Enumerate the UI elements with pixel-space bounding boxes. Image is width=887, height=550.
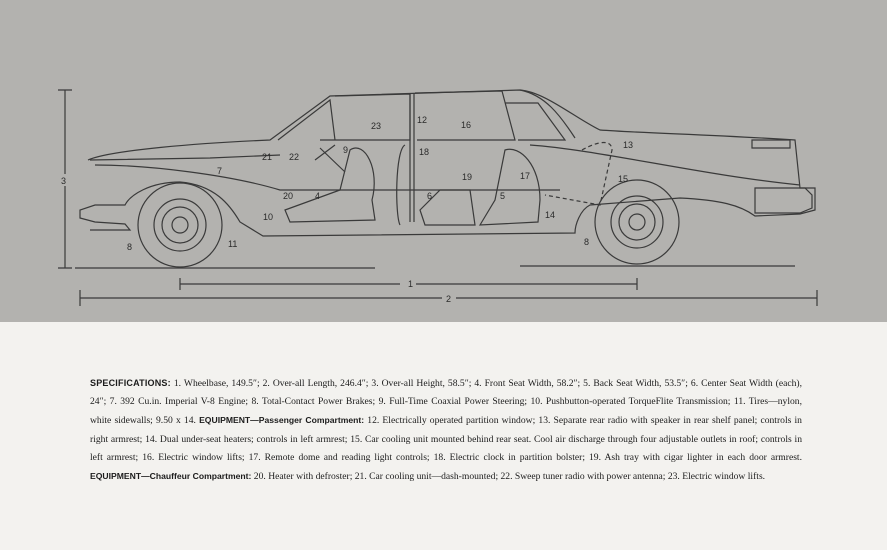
windshield: [278, 100, 335, 140]
rear-seat: [480, 149, 540, 225]
diagram-callouts: [59, 115, 633, 304]
partition: [397, 145, 405, 225]
callout-16: 16: [461, 120, 472, 130]
callout-4: 4: [315, 191, 321, 201]
rear-door-window: [415, 91, 515, 140]
specifications-heading: SPECIFICATIONS:: [90, 378, 171, 388]
callout-15: 15: [618, 174, 629, 184]
front-tire: [138, 183, 222, 267]
callout-12: 12: [417, 115, 428, 125]
rear-cooling-unit: [545, 143, 612, 206]
callout-19: 19: [462, 172, 473, 182]
steering-wheel: [315, 145, 345, 172]
callout-7: 7: [217, 166, 223, 176]
car-body-outline: [80, 90, 815, 236]
equipment-passenger-heading: EQUIPMENT—Passenger Compartment:: [199, 415, 365, 426]
callout-9: 9: [343, 145, 349, 155]
callout-6: 6: [427, 191, 433, 201]
b-pillar: [410, 93, 414, 222]
rear-tire: [595, 180, 679, 264]
rear-bumper: [755, 188, 812, 213]
callout-17: 17: [520, 171, 531, 181]
front-door-window: [320, 94, 410, 140]
callout-11: 11: [228, 239, 238, 249]
callout-23: 23: [371, 121, 382, 131]
tail-light: [752, 140, 790, 148]
callout-14: 14: [545, 210, 556, 220]
callout-1: 1: [408, 279, 414, 289]
callout-5: 5: [500, 191, 506, 201]
callout-13: 13: [623, 140, 634, 150]
equipment-chauffeur-heading: EQUIPMENT—Chauffeur Compartment:: [90, 471, 252, 482]
callout-3: 3: [61, 176, 67, 186]
callout-22: 22: [289, 152, 300, 162]
callout-20: 20: [283, 191, 294, 201]
roof-rear: [520, 90, 575, 138]
specifications-list: 1. Wheelbase, 149.5″; 2. Over-all Length, 246.4″; 3. Over-all Height, 58.5″; 4. Front Seat Width, 58.2″; 5. Back Seat Width, 53.5″; 6. Center Seat Width (each), 24″; 7. 392 Cu.in. Imperial V-8 Engine; 8. Total-Contact Power Brakes; 9. Full-Time Coaxial Power Steering; 10. Pushbutton-operated TorqueFlite Transmission; 11. Tires—nylon, white sidewalls; 9.50 x 14.: [90, 378, 802, 427]
callout-18: 18: [419, 147, 430, 157]
callout-8-front: 8: [127, 242, 133, 252]
callout-10: 10: [263, 212, 274, 222]
car-belt-line: [90, 155, 280, 160]
equipment-chauffeur-list: 20. Heater with defroster; 21. Car cooling unit—dash-mounted; 22. Sweep tuner radio with power antenna; 23. Electric window lifts.: [253, 471, 766, 483]
specifications-text: [90, 374, 802, 486]
equipment-passenger-list: 12. Electrically operated partition window; 13. Separate rear radio with speaker in rear shelf panel; controls in right armrest; 14. Dual under-seat heaters; controls in left armrest; 15. Car cooling unit mounted behind rear seat. Cool air discharge through four adjustable outlets in roof; controls in left armrest; 16. Electric window lifts; 17. Remote dome and reading light controls; 18. Electric clock in partition bolster; 19. Ash tray with cigar lighter in each door armrest.: [90, 415, 802, 463]
callout-21: 21: [262, 152, 273, 162]
rear-quarter-line: [530, 145, 800, 185]
callout-2: 2: [446, 294, 452, 304]
callout-8-rear: 8: [584, 237, 590, 247]
